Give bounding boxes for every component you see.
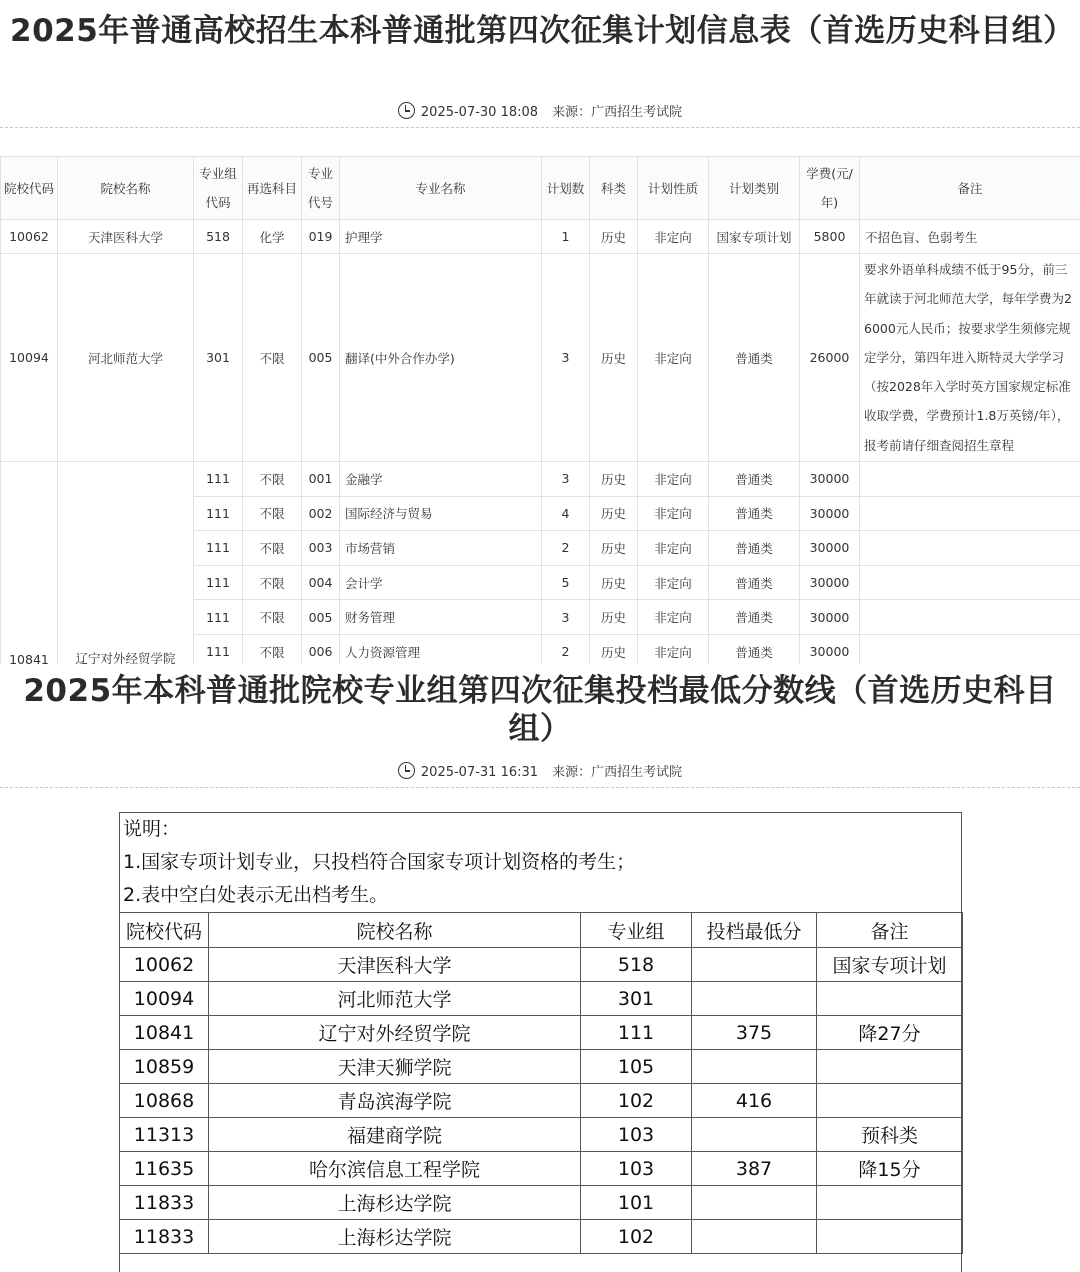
cell-school-code: 10062 bbox=[1, 220, 58, 254]
cell-school-code: 11833 bbox=[120, 1186, 209, 1220]
cell-school-code: 11313 bbox=[120, 1118, 209, 1152]
cell-major-code: 004 bbox=[302, 565, 340, 600]
cell-remark bbox=[860, 565, 1080, 600]
cell-plan-count: 4 bbox=[542, 496, 590, 531]
table-row bbox=[120, 1220, 963, 1254]
cell-school-code: 10841 bbox=[120, 1016, 209, 1050]
cell-plan-nature: 非定向 bbox=[638, 600, 709, 635]
table-row bbox=[120, 1152, 963, 1186]
cell-remark bbox=[860, 496, 1080, 531]
cell-plan-type: 普通类 bbox=[709, 462, 800, 497]
plan-datetime: 2025-07-30 18:08 bbox=[421, 105, 538, 120]
cell-school-name: 河北师范大学 bbox=[209, 982, 581, 1016]
cell-group-code: 111 bbox=[194, 600, 243, 635]
cell-plan-count: 5 bbox=[542, 565, 590, 600]
table-row bbox=[120, 1118, 963, 1152]
cell-min-score bbox=[692, 1118, 817, 1152]
score-source: 来源：广西招生考试院 bbox=[552, 765, 682, 780]
cell-major-code: 005 bbox=[302, 254, 340, 462]
cell-group: 102 bbox=[581, 1220, 692, 1254]
header-plan-count: 计划数 bbox=[542, 157, 590, 220]
header-group-code: 专业组代码 bbox=[194, 157, 243, 220]
cell-group: 518 bbox=[581, 948, 692, 982]
cell-plan-type: 普通类 bbox=[709, 634, 800, 664]
cell-remark bbox=[860, 634, 1080, 664]
cell-tuition: 30000 bbox=[800, 600, 860, 635]
cell-group: 111 bbox=[581, 1016, 692, 1050]
header-major-code: 专业代号 bbox=[302, 157, 340, 220]
cell-major-code: 006 bbox=[302, 634, 340, 664]
cell-min-score bbox=[692, 1220, 817, 1254]
cell-plan-type: 普通类 bbox=[709, 254, 800, 462]
cell-plan-nature: 非定向 bbox=[638, 254, 709, 462]
table-row bbox=[120, 1050, 963, 1084]
cell-remark bbox=[817, 982, 963, 1016]
cell-subject: 历史 bbox=[590, 634, 638, 664]
divider bbox=[0, 127, 1080, 128]
cell-group-code: 111 bbox=[194, 462, 243, 497]
cell-plan-count: 2 bbox=[542, 634, 590, 664]
header-remark: 备注 bbox=[860, 157, 1080, 220]
cell-major-name: 市场营销 bbox=[340, 531, 542, 566]
plan-page-title: 2025年普通高校招生本科普通批第四次征集计划信息表（首选历史科目组） bbox=[10, 12, 1070, 50]
cell-reselect: 不限 bbox=[243, 462, 302, 497]
cell-school-code: 11833 bbox=[120, 1220, 209, 1254]
cell-min-score bbox=[692, 1050, 817, 1084]
cell-subject: 历史 bbox=[590, 496, 638, 531]
cell-group: 102 bbox=[581, 1084, 692, 1118]
cell-tuition: 30000 bbox=[800, 462, 860, 497]
cell-tuition: 30000 bbox=[800, 634, 860, 664]
cell-school-name: 青岛滨海学院 bbox=[209, 1084, 581, 1118]
cell-school-name: 辽宁对外经贸学院 bbox=[58, 462, 194, 665]
table-row bbox=[120, 948, 963, 982]
cell-major-name: 会计学 bbox=[340, 565, 542, 600]
cell-group-code: 111 bbox=[194, 496, 243, 531]
cell-plan-nature: 非定向 bbox=[638, 565, 709, 600]
cell-major-name: 翻译(中外合作办学) bbox=[340, 254, 542, 462]
cell-min-score: 416 bbox=[692, 1084, 817, 1118]
header-school-name: 院校名称 bbox=[209, 913, 581, 948]
plan-meta-row bbox=[0, 102, 1080, 123]
cell-tuition: 30000 bbox=[800, 496, 860, 531]
header-subject: 科类 bbox=[590, 157, 638, 220]
cell-plan-type: 国家专项计划 bbox=[709, 220, 800, 254]
cell-min-score: 387 bbox=[692, 1152, 817, 1186]
cell-group: 103 bbox=[581, 1118, 692, 1152]
cell-major-name: 财务管理 bbox=[340, 600, 542, 635]
cell-min-score bbox=[692, 982, 817, 1016]
score-header-row bbox=[120, 913, 963, 948]
cell-plan-type: 普通类 bbox=[709, 600, 800, 635]
header-min-score: 投档最低分 bbox=[692, 913, 817, 948]
divider bbox=[0, 787, 1080, 788]
header-school-code: 院校代码 bbox=[120, 913, 209, 948]
cell-major-name: 护理学 bbox=[340, 220, 542, 254]
plan-header-row bbox=[1, 157, 1080, 220]
cell-plan-type: 普通类 bbox=[709, 565, 800, 600]
cell-school-name: 辽宁对外经贸学院 bbox=[209, 1016, 581, 1050]
cell-group-code: 111 bbox=[194, 634, 243, 664]
cell-plan-type: 普通类 bbox=[709, 496, 800, 531]
cell-school-name: 天津天狮学院 bbox=[209, 1050, 581, 1084]
cell-group: 101 bbox=[581, 1186, 692, 1220]
cell-school-name: 天津医科大学 bbox=[58, 220, 194, 254]
cell-group-code: 518 bbox=[194, 220, 243, 254]
cell-major-code: 001 bbox=[302, 462, 340, 497]
score-meta-row bbox=[0, 762, 1080, 783]
cell-remark: 国家专项计划 bbox=[817, 948, 963, 982]
cell-subject: 历史 bbox=[590, 531, 638, 566]
cell-remark bbox=[860, 462, 1080, 497]
cell-reselect: 不限 bbox=[243, 254, 302, 462]
note-line: 1.国家专项计划专业，只投档符合国家专项计划资格的考生； bbox=[120, 846, 961, 879]
cell-school-name: 上海杉达学院 bbox=[209, 1186, 581, 1220]
cell-school-code: 10062 bbox=[120, 948, 209, 982]
score-table bbox=[119, 912, 963, 1254]
cell-plan-nature: 非定向 bbox=[638, 220, 709, 254]
cell-school-code: 11635 bbox=[120, 1152, 209, 1186]
score-page-title: 2025年本科普通批院校专业组第四次征集投档最低分数线（首选历史科目组） bbox=[10, 672, 1070, 748]
cell-school-code: 10841 bbox=[1, 462, 58, 665]
cell-school-code: 10094 bbox=[1, 254, 58, 462]
table-row bbox=[1, 220, 1080, 254]
cell-group-code: 301 bbox=[194, 254, 243, 462]
cell-subject: 历史 bbox=[590, 254, 638, 462]
cell-school-name: 福建商学院 bbox=[209, 1118, 581, 1152]
cell-remark bbox=[817, 1084, 963, 1118]
cell-school-code: 10859 bbox=[120, 1050, 209, 1084]
plan-table bbox=[0, 156, 1080, 664]
cell-major-code: 019 bbox=[302, 220, 340, 254]
cell-subject: 历史 bbox=[590, 565, 638, 600]
cell-school-code: 10094 bbox=[120, 982, 209, 1016]
clock-icon bbox=[398, 102, 415, 119]
cell-subject: 历史 bbox=[590, 600, 638, 635]
cell-major-code: 003 bbox=[302, 531, 340, 566]
header-group: 专业组 bbox=[581, 913, 692, 948]
cell-plan-count: 3 bbox=[542, 254, 590, 462]
cell-major-name: 金融学 bbox=[340, 462, 542, 497]
cell-plan-count: 2 bbox=[542, 531, 590, 566]
note-line: 2.表中空白处表示无出档考生。 bbox=[120, 879, 961, 912]
cell-min-score bbox=[692, 1186, 817, 1220]
header-school-name: 院校名称 bbox=[58, 157, 194, 220]
table-row bbox=[120, 1084, 963, 1118]
clock-icon bbox=[398, 762, 415, 779]
table-row bbox=[1, 462, 1080, 497]
table-row bbox=[120, 1186, 963, 1220]
cell-reselect: 不限 bbox=[243, 496, 302, 531]
table-row bbox=[1, 254, 1080, 462]
cell-remark bbox=[817, 1050, 963, 1084]
header-plan-nature: 计划性质 bbox=[638, 157, 709, 220]
cell-major-code: 002 bbox=[302, 496, 340, 531]
cell-plan-nature: 非定向 bbox=[638, 462, 709, 497]
plan-table-container[interactable] bbox=[0, 156, 1080, 664]
cell-school-code: 10868 bbox=[120, 1084, 209, 1118]
cell-plan-count: 3 bbox=[542, 600, 590, 635]
cell-min-score bbox=[692, 948, 817, 982]
cell-group: 105 bbox=[581, 1050, 692, 1084]
cell-reselect: 不限 bbox=[243, 565, 302, 600]
cell-group-code: 111 bbox=[194, 531, 243, 566]
cell-school-name: 哈尔滨信息工程学院 bbox=[209, 1152, 581, 1186]
header-plan-type: 计划类别 bbox=[709, 157, 800, 220]
cell-remark: 降27分 bbox=[817, 1016, 963, 1050]
cell-plan-count: 1 bbox=[542, 220, 590, 254]
cell-tuition: 5800 bbox=[800, 220, 860, 254]
cell-remark bbox=[860, 531, 1080, 566]
header-school-code: 院校代码 bbox=[1, 157, 58, 220]
cell-remark bbox=[817, 1220, 963, 1254]
cell-subject: 历史 bbox=[590, 462, 638, 497]
cell-major-name: 国际经济与贸易 bbox=[340, 496, 542, 531]
cell-reselect: 不限 bbox=[243, 531, 302, 566]
cell-major-name: 人力资源管理 bbox=[340, 634, 542, 664]
cell-remark: 降15分 bbox=[817, 1152, 963, 1186]
table-row bbox=[120, 982, 963, 1016]
cell-group: 103 bbox=[581, 1152, 692, 1186]
score-datetime: 2025-07-31 16:31 bbox=[421, 765, 538, 780]
cell-plan-type: 普通类 bbox=[709, 531, 800, 566]
cell-major-code: 005 bbox=[302, 600, 340, 635]
cell-group-code: 111 bbox=[194, 565, 243, 600]
cell-school-name: 上海杉达学院 bbox=[209, 1220, 581, 1254]
cell-plan-nature: 非定向 bbox=[638, 496, 709, 531]
cell-min-score: 375 bbox=[692, 1016, 817, 1050]
cell-remark: 不招色盲、色弱考生 bbox=[860, 220, 1080, 254]
cell-tuition: 30000 bbox=[800, 531, 860, 566]
cell-group: 301 bbox=[581, 982, 692, 1016]
note-line: 说明： bbox=[120, 813, 961, 846]
cell-remark: 要求外语单科成绩不低于95分，前三年就读于河北师范大学，每年学费为26000元人民币；按要求学生须修完规定学分，第四年进入斯特灵大学学习（按2028年入学时英方国家规定标准收取学费，学费预计1.8万英镑/年），报考前请仔细查阅招生章程 bbox=[860, 254, 1080, 462]
plan-source: 来源：广西招生考试院 bbox=[552, 105, 682, 120]
cell-reselect: 不限 bbox=[243, 600, 302, 635]
cell-reselect: 不限 bbox=[243, 634, 302, 664]
header-major-name: 专业名称 bbox=[340, 157, 542, 220]
cell-reselect: 化学 bbox=[243, 220, 302, 254]
cell-remark bbox=[860, 600, 1080, 635]
cell-remark: 预科类 bbox=[817, 1118, 963, 1152]
table-row bbox=[120, 1016, 963, 1050]
score-table-container[interactable] bbox=[119, 812, 962, 1272]
cell-tuition: 26000 bbox=[800, 254, 860, 462]
cell-plan-nature: 非定向 bbox=[638, 531, 709, 566]
cell-plan-count: 3 bbox=[542, 462, 590, 497]
header-tuition: 学费(元/年) bbox=[800, 157, 860, 220]
cell-plan-nature: 非定向 bbox=[638, 634, 709, 664]
cell-tuition: 30000 bbox=[800, 565, 860, 600]
header-remark: 备注 bbox=[817, 913, 963, 948]
cell-school-name: 天津医科大学 bbox=[209, 948, 581, 982]
cell-subject: 历史 bbox=[590, 220, 638, 254]
cell-school-name: 河北师范大学 bbox=[58, 254, 194, 462]
cell-remark bbox=[817, 1186, 963, 1220]
header-reselect: 再选科目 bbox=[243, 157, 302, 220]
